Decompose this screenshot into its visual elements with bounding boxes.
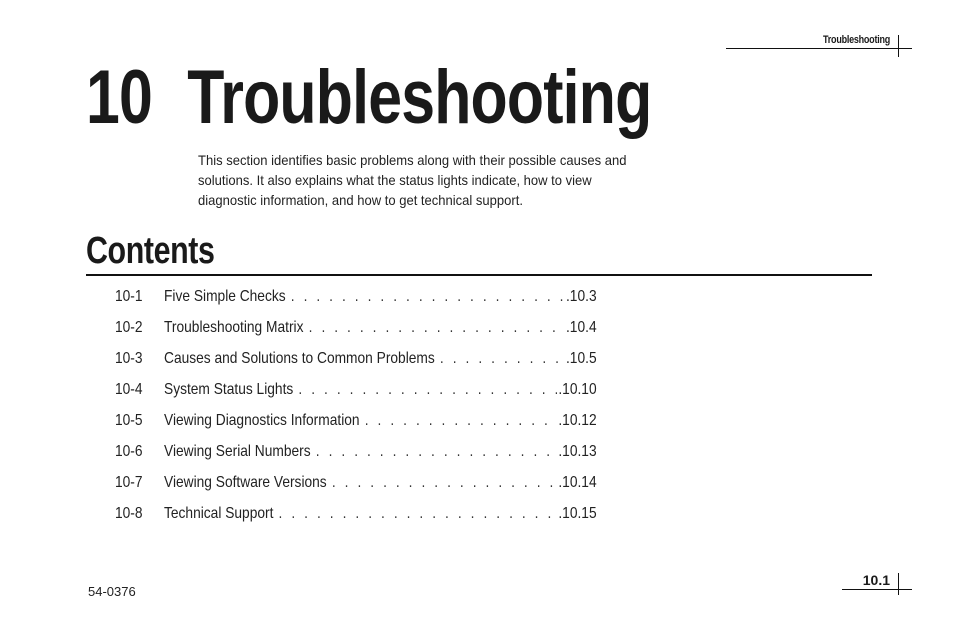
toc-section-number: 10-8 bbox=[115, 505, 143, 522]
toc-section-number: 10-7 bbox=[115, 474, 143, 491]
chapter-title bbox=[86, 55, 652, 140]
toc-leader-dots bbox=[291, 284, 565, 310]
toc-leader-dots bbox=[298, 377, 556, 403]
toc-section-title: Causes and Solutions to Common Problems bbox=[164, 350, 435, 367]
toc-page-number: .10.12 bbox=[558, 412, 597, 429]
toc-entry[interactable] bbox=[115, 346, 595, 377]
toc-section-number: 10-3 bbox=[115, 350, 143, 367]
toc-section-title: Viewing Serial Numbers bbox=[164, 443, 311, 460]
toc-entry[interactable] bbox=[115, 501, 595, 532]
toc-section-title: Viewing Software Versions bbox=[164, 474, 327, 491]
toc-section-title: System Status Lights bbox=[164, 381, 294, 398]
toc-leader-dots bbox=[279, 501, 557, 527]
toc-section-title: Troubleshooting Matrix bbox=[164, 319, 304, 336]
chapter-number: 10 bbox=[86, 55, 153, 140]
toc-leader-dots bbox=[309, 315, 565, 341]
table-of-contents bbox=[115, 284, 595, 532]
toc-page-number: .10.3 bbox=[565, 288, 597, 305]
toc-entry[interactable] bbox=[115, 439, 595, 470]
toc-entry[interactable] bbox=[115, 377, 595, 408]
toc-leader-dots bbox=[316, 439, 557, 465]
toc-entry[interactable] bbox=[115, 470, 595, 501]
toc-section-number: 10-1 bbox=[115, 288, 143, 305]
footer-tick bbox=[898, 573, 899, 595]
toc-leader-dots bbox=[440, 346, 564, 372]
toc-entry[interactable] bbox=[115, 408, 595, 439]
toc-page-number: .10.15 bbox=[558, 505, 597, 522]
toc-section-number: 10-5 bbox=[115, 412, 143, 429]
toc-section-number: 10-4 bbox=[115, 381, 143, 398]
toc-page-number: .10.13 bbox=[558, 443, 597, 460]
toc-section-title: Technical Support bbox=[164, 505, 274, 522]
toc-section-number: 10-2 bbox=[115, 319, 143, 336]
header-tick bbox=[898, 35, 899, 57]
page-number: 10.1 bbox=[862, 572, 890, 588]
toc-page-number: .10.5 bbox=[565, 350, 597, 367]
toc-entry[interactable] bbox=[115, 315, 595, 346]
contents-heading: Contents bbox=[86, 230, 215, 272]
toc-leader-dots bbox=[332, 470, 557, 496]
document-number: 54-0376 bbox=[88, 584, 136, 599]
toc-section-title: Viewing Diagnostics Information bbox=[164, 412, 360, 429]
toc-section-title: Five Simple Checks bbox=[164, 288, 286, 305]
contents-rule bbox=[86, 274, 872, 276]
toc-page-number: .10.14 bbox=[558, 474, 597, 491]
footer-rule bbox=[842, 589, 912, 590]
header-rule bbox=[726, 48, 912, 49]
toc-entry[interactable] bbox=[115, 284, 595, 315]
chapter-title-text: Troubleshooting bbox=[187, 55, 652, 140]
running-header: Troubleshooting bbox=[823, 34, 890, 46]
toc-leader-dots bbox=[365, 408, 557, 434]
toc-page-number: .10.10 bbox=[558, 381, 597, 398]
toc-page-number: .10.4 bbox=[565, 319, 597, 336]
intro-paragraph: This section identifies basic problems along with their possible causes and solutions. It also explains what the status lights indicate, how to view diagnostic information, and how to get technical support. bbox=[198, 152, 627, 208]
toc-section-number: 10-6 bbox=[115, 443, 143, 460]
